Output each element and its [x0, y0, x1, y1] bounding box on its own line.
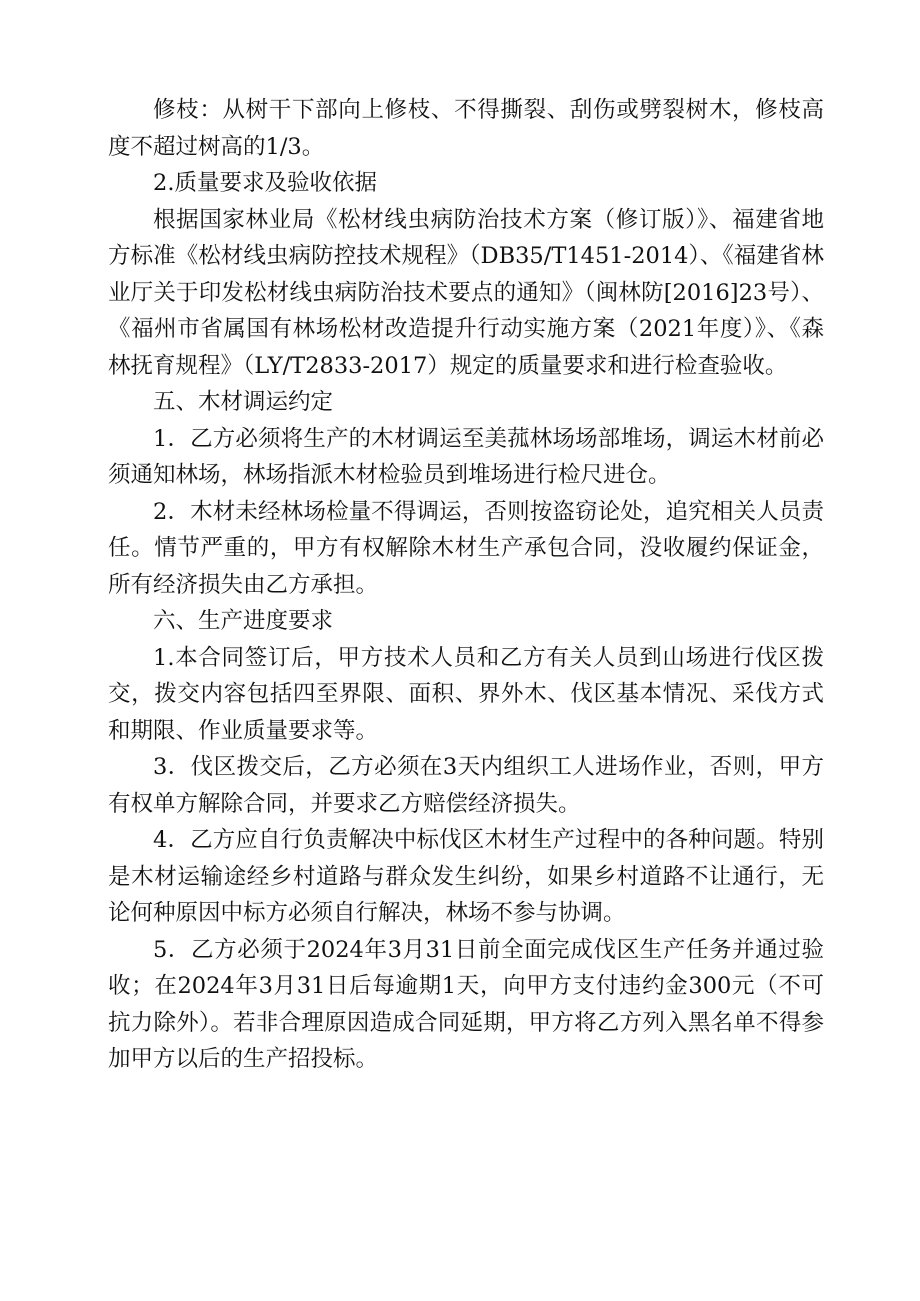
- paragraph-schedule-5: 5．乙方必须于2024年3月31日前全面完成伐区生产任务并通过验收；在2024年3月31日后每逾期1天，向甲方支付违约金300元（不可抗力除外）。若非合理原因造成合同延期，甲方将乙方列入黑名单不得参加甲方以后的生产招投标。: [108, 936, 824, 1072]
- paragraph-acceptance-basis: 根据国家林业局《松材线虫病防治技术方案（修订版）》、福建省地方标准《松材线虫病防控技术规程》（DB35/T1451-2014）、《福建省林业厅关于印发松材线虫病防治技术要点的通知》（闽林防[2016]23号）、《福州市省属国有林场松材改造提升行动实施方案（2021年度）》、《森林抚育规程》（LY/T2833-2017）规定的质量要求和进行检查验收。: [108, 206, 824, 379]
- document-body: [108, 92, 824, 1078]
- paragraph-schedule-1: 1.本合同签订后，甲方技术人员和乙方有关人员到山场进行伐区拨交，拨交内容包括四至界限、面积、界外木、伐区基本情况、采伐方式和期限、作业质量要求等。: [108, 644, 824, 744]
- section-heading-timber-transport: 五、木材调运约定: [153, 389, 334, 415]
- section-heading-production-schedule: 六、生产进度要求: [153, 608, 334, 634]
- paragraph-transport-2: 2．木材未经林场检量不得调运，否则按盗窃论处，追究相关人员责任。情节严重的，甲方有权解除木材生产承包合同，没收履约保证金，所有经济损失由乙方承担。: [108, 498, 824, 598]
- paragraph-schedule-3: 3．伐区拨交后，乙方必须在3天内组织工人进场作业，否则，甲方有权单方解除合同，并要求乙方赔偿经济损失。: [108, 754, 824, 817]
- paragraph-transport-1: 1．乙方必须将生产的木材调运至美菰林场场部堆场，调运木材前必须通知林场，林场指派木材检验员到堆场进行检尺进仓。: [108, 425, 824, 488]
- paragraph-pruning: 修枝：从树干下部向上修枝、不得撕裂、刮伤或劈裂树木，修枝高度不超过树高的1/3。: [108, 97, 824, 160]
- heading-quality-requirements: 2.质量要求及验收依据: [153, 170, 377, 196]
- paragraph-schedule-4: 4．乙方应自行负责解决中标伐区木材生产过程中的各种问题。特别是木材运输途经乡村道路与群众发生纠纷，如果乡村道路不让通行，无论何种原因中标方必须自行解决，林场不参与协调。: [108, 827, 824, 926]
